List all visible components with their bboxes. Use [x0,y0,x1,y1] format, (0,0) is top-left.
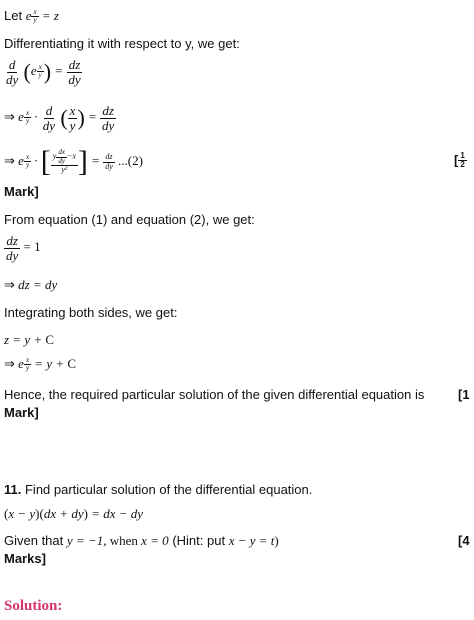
from-equation-text: From equation (1) and equation (2), we get: [4,212,255,227]
mark-one: [1 [458,387,470,402]
mark-half-den: 2 [460,160,465,170]
mark-half [454,152,467,170]
question-text: Find particular solution of the differential equation. [24,482,313,497]
eq-label-2: ...(2) [118,152,143,168]
final-solution-equation: ⇒ e $^{\frac{x}{y}}$ = y + C [4,356,77,373]
hint-label: (Hint: put [172,533,226,548]
mark-one-cont: Mark] [4,405,39,420]
mark-four-cont: Marks] [4,551,46,566]
given-condition: y = −1, when x = 0 [66,533,169,548]
let-equation: e $^{\frac{x}{y}}$ = z [25,8,59,25]
given-line [4,533,279,549]
let-label: Let [4,8,23,23]
question-number: 11. [4,482,22,497]
question-11 [4,482,312,497]
derivative-equation-1: $\frac{d}{dy}$ (e $^{\frac{x}{y}}$ ) = $\frac{dz}{dy}$ [6,57,81,87]
mark-half-bracket: [ [454,152,459,168]
question-equation: (x − y)(dx + dy) = dx − dy [4,506,144,521]
mark-half-num: 1 [460,151,465,160]
dz-equals-dy: ⇒ dz = dy [4,277,58,292]
mark-four: [4 [458,533,470,548]
derivative-equation-2: ⇒ e $^{\frac{x}{y}}$ · $\frac{d}{dy}$ ( $\frac{x}{y}$ ) = $\frac{dz}{dy}$ [4,103,115,133]
diff-intro: Differentiating it with respect to y, we get: [4,36,240,51]
given-label: Given that [4,533,64,548]
z-equals-y-plus-c: z = y + C [4,332,55,347]
hence-text: Hence, the required particular solution of the given differential equation is [4,387,425,402]
integrating-text: Integrating both sides, we get: [4,305,178,320]
derivative-equation-3: ⇒ e $^{\frac{x}{y}}$ · [ y $\frac{dx}{dy}$ −x y² ] = $\frac{dz}{dy}$ ...(2) [4,145,143,178]
mark-half-cont: Mark] [4,184,39,199]
dzdy-equals-one: $\frac{dz}{dy}$ = 1 [6,233,41,263]
hint-substitution: x − y = t) [228,533,279,548]
let-statement [4,8,59,25]
solution-heading: Solution: [4,598,63,614]
